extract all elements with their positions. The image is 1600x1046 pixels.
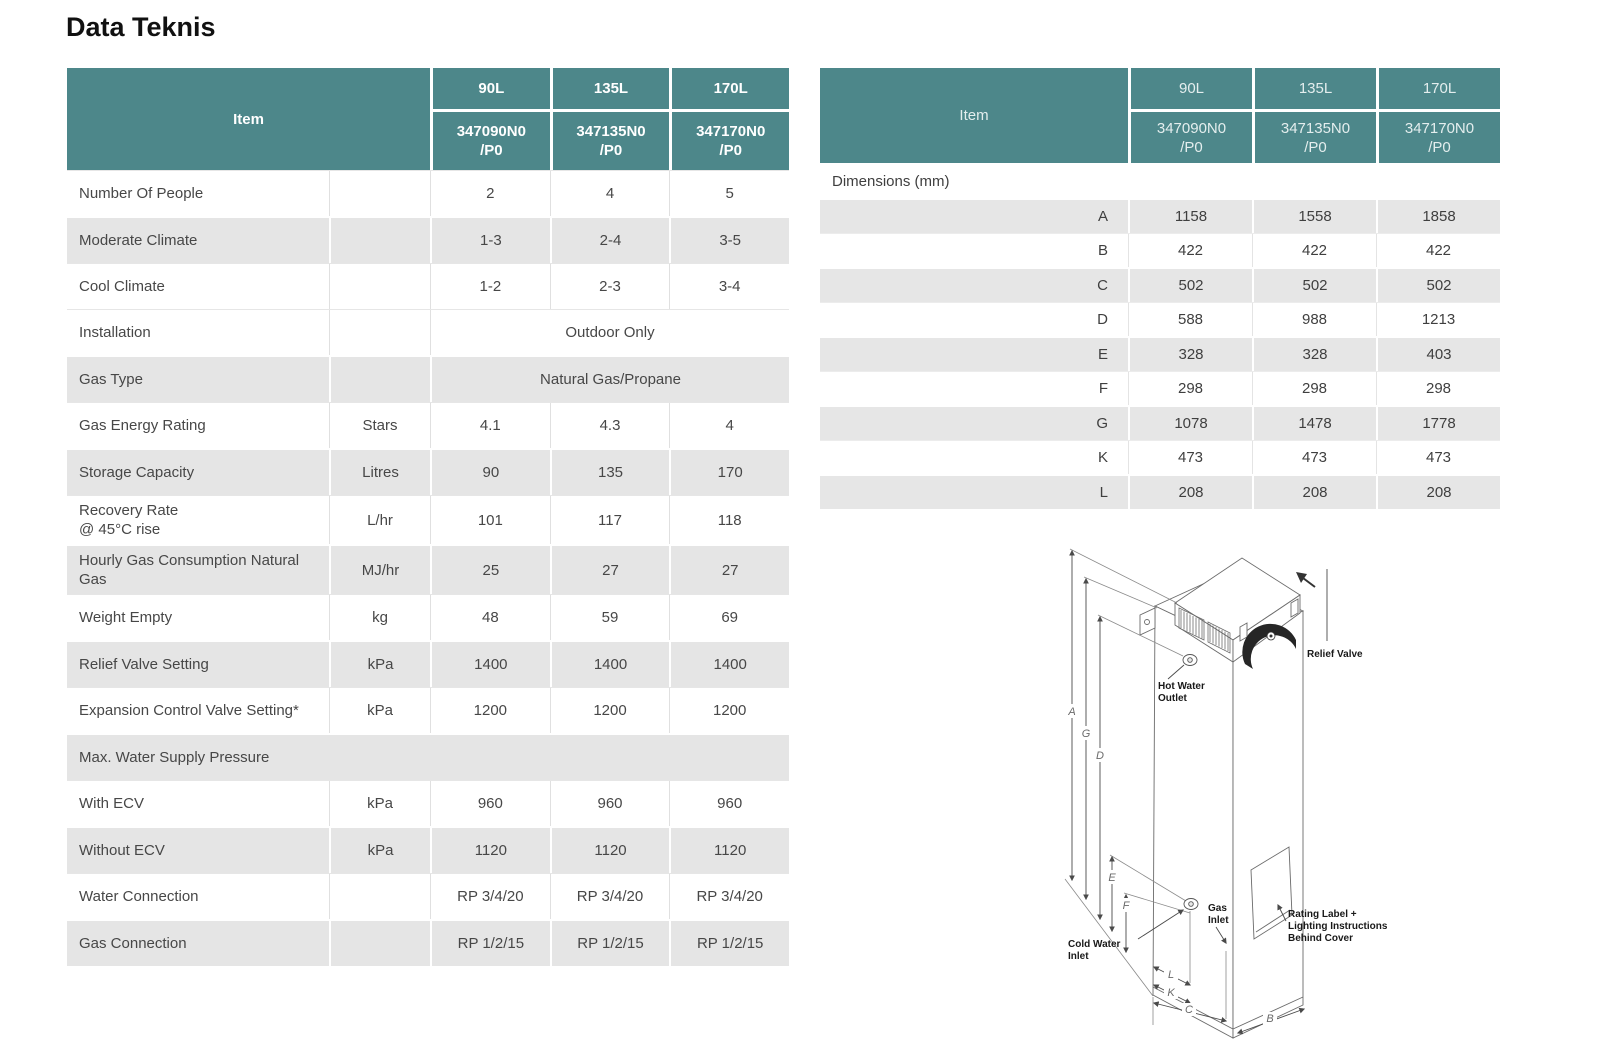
spec-row-value: 101 xyxy=(430,496,550,544)
dim-col-code: 347090N0 /P0 xyxy=(1131,112,1252,163)
spec-row-unit: Stars xyxy=(329,403,430,448)
dim-row-value: 208 xyxy=(1252,476,1376,509)
spec-item-header: Item xyxy=(67,68,430,170)
spec-row-unit: L/hr xyxy=(329,496,430,544)
dim-table-row xyxy=(820,405,1500,440)
spec-row-value: RP 1/2/15 xyxy=(669,921,789,966)
heater-diagram xyxy=(1040,523,1430,1040)
dim-letter-c: C xyxy=(1185,1004,1193,1016)
rating-label: Rating Label + xyxy=(1288,909,1357,920)
spec-table-row xyxy=(67,216,789,263)
dim-table-row xyxy=(820,371,1500,405)
spec-table-row xyxy=(67,594,789,640)
dim-col-135l xyxy=(1255,68,1376,163)
spec-row-label: Without ECV xyxy=(79,842,165,859)
spec-row-value: 1120 xyxy=(550,828,670,873)
svg-text:Behind Cover: Behind Cover xyxy=(1288,933,1354,944)
dim-col-170l xyxy=(1379,68,1500,163)
spec-table-header xyxy=(67,68,789,170)
dim-row-letter: L xyxy=(1099,484,1108,501)
dim-letter-d: D xyxy=(1096,750,1104,762)
dim-letter-l: L xyxy=(1167,969,1175,981)
spec-table-row xyxy=(67,873,789,919)
spec-row-value: RP 3/4/20 xyxy=(550,874,670,919)
dim-row-value: 473 xyxy=(1252,441,1376,474)
dim-row-letter: D xyxy=(1097,311,1108,328)
spec-row-value: 1120 xyxy=(430,828,550,873)
dim-col-size: 90L xyxy=(1131,68,1252,109)
spec-row-value: 5 xyxy=(669,171,789,216)
dim-row-letter: F xyxy=(1098,380,1108,397)
spec-row-value: 960 xyxy=(669,781,789,826)
spec-row-span-value: Outdoor Only xyxy=(430,310,789,355)
dim-row-value: 422 xyxy=(1128,234,1252,267)
svg-text:Lighting Instructions: Lighting Instructions xyxy=(1288,921,1388,932)
spec-row-value: 960 xyxy=(430,781,550,826)
dim-row-value: 1858 xyxy=(1376,200,1500,233)
dim-row-value: 1558 xyxy=(1252,200,1376,233)
dim-row-value: 328 xyxy=(1252,338,1376,371)
dim-row-value: 502 xyxy=(1128,269,1252,302)
spec-row-value: 1200 xyxy=(430,688,550,733)
spec-row-value: 1-2 xyxy=(430,264,550,309)
spec-row-unit xyxy=(329,310,430,355)
svg-text:Outlet: Outlet xyxy=(1158,693,1187,704)
spec-row-value: 135 xyxy=(550,450,670,495)
spec-col-code: 347135N0 /P0 xyxy=(553,112,670,170)
spec-row-unit xyxy=(329,171,430,216)
dim-row-value: 422 xyxy=(1376,234,1500,267)
dim-row-value: 1158 xyxy=(1128,200,1252,233)
dim-letter-g: G xyxy=(1081,728,1091,740)
spec-row-value: 59 xyxy=(550,595,670,640)
spec-table-row xyxy=(67,733,789,780)
spec-row-label: Recovery Rate @ 45°C rise xyxy=(79,502,179,538)
dimensions-section-label: Dimensions (mm) xyxy=(820,163,1500,198)
spec-row-unit xyxy=(329,264,430,309)
spec-row-label: Gas Energy Rating xyxy=(79,417,206,434)
dim-row-value: 1478 xyxy=(1252,407,1376,440)
spec-row-value: 25 xyxy=(430,546,550,594)
dim-col-code: 347135N0 /P0 xyxy=(1255,112,1376,163)
dim-row-value: 298 xyxy=(1128,372,1252,405)
spec-row-label: Installation xyxy=(79,324,151,341)
spec-row-unit xyxy=(329,874,430,919)
dim-table-body xyxy=(820,198,1500,509)
spec-table-row xyxy=(67,640,789,687)
spec-row-value: 1200 xyxy=(550,688,670,733)
dim-table-row xyxy=(820,474,1500,509)
spec-table-row xyxy=(67,495,789,544)
spec-row-value: 170 xyxy=(669,450,789,495)
spec-row-unit xyxy=(329,921,430,966)
spec-row-value: 1400 xyxy=(669,642,789,687)
dim-col-size: 135L xyxy=(1255,68,1376,109)
spec-row-value: 117 xyxy=(550,496,670,544)
spec-row-value: 4 xyxy=(550,171,670,216)
spec-col-170l xyxy=(672,68,789,170)
spec-table-row xyxy=(67,448,789,495)
dim-row-value: 208 xyxy=(1376,476,1500,509)
dim-row-letter: E xyxy=(1097,346,1108,363)
spec-row-value: 1120 xyxy=(669,828,789,873)
dim-table-row xyxy=(820,440,1500,474)
dim-row-letter: K xyxy=(1097,449,1108,466)
dim-row-letter: B xyxy=(1097,242,1108,259)
dim-letter-a: A xyxy=(1068,706,1076,718)
dim-col-code: 347170N0 /P0 xyxy=(1379,112,1500,163)
dim-row-value: 208 xyxy=(1128,476,1252,509)
spec-table-row xyxy=(67,263,789,309)
spec-row-unit: Litres xyxy=(329,450,430,495)
spec-col-code: 347090N0 /P0 xyxy=(433,112,550,170)
spec-row-value: 27 xyxy=(550,546,670,594)
dim-col-90l xyxy=(1131,68,1252,163)
spec-col-size: 170L xyxy=(672,68,789,109)
spec-table-row xyxy=(67,309,789,355)
dim-col-size: 170L xyxy=(1379,68,1500,109)
spec-row-value: 27 xyxy=(669,546,789,594)
spec-row-label: Storage Capacity xyxy=(79,464,195,481)
spec-row-label: Expansion Control Valve Setting* xyxy=(79,702,299,719)
dim-row-value: 1213 xyxy=(1376,303,1500,336)
dim-row-value: 298 xyxy=(1376,372,1500,405)
spec-row-label: With ECV xyxy=(79,795,145,812)
spec-row-label: Hourly Gas Consumption Natural Gas xyxy=(79,552,300,588)
dim-row-letter: G xyxy=(1096,415,1108,432)
dim-row-value: 1078 xyxy=(1128,407,1252,440)
spec-row-value: 90 xyxy=(430,450,550,495)
spec-row-value: RP 3/4/20 xyxy=(430,874,550,919)
spec-row-unit: kPa xyxy=(329,781,430,826)
dim-row-value: 422 xyxy=(1252,234,1376,267)
spec-row-value: 1400 xyxy=(430,642,550,687)
spec-table xyxy=(67,68,789,966)
spec-row-value: 1-3 xyxy=(430,218,550,263)
spec-row-label: Max. Water Supply Pressure xyxy=(79,749,270,766)
dim-item-header: Item xyxy=(820,68,1128,163)
dim-table-row xyxy=(820,267,1500,302)
svg-text:Inlet: Inlet xyxy=(1068,951,1089,962)
dim-table-row xyxy=(820,233,1500,267)
spec-row-unit xyxy=(329,357,430,402)
spec-row-label: Gas Type xyxy=(79,371,143,388)
spec-table-body xyxy=(67,170,789,966)
spec-row-label: Weight Empty xyxy=(79,609,173,626)
spec-row-value: RP 1/2/15 xyxy=(550,921,670,966)
spec-row-unit: MJ/hr xyxy=(329,546,430,594)
spec-row-value: 1400 xyxy=(550,642,670,687)
spec-row-unit xyxy=(329,218,430,263)
dim-row-value: 988 xyxy=(1252,303,1376,336)
spec-row-label: Cool Climate xyxy=(79,278,165,295)
spec-row-label: Gas Connection xyxy=(79,935,187,952)
spec-row-span-value: Natural Gas/Propane xyxy=(430,357,789,402)
hot-water-outlet-label: Hot Water xyxy=(1158,681,1205,692)
spec-row-value: 2-3 xyxy=(550,264,670,309)
dim-table-row xyxy=(820,302,1500,336)
spec-row-value: 4 xyxy=(669,403,789,448)
dim-row-value: 588 xyxy=(1128,303,1252,336)
spec-row-value: RP 1/2/15 xyxy=(430,921,550,966)
spec-row-value: RP 3/4/20 xyxy=(669,874,789,919)
spec-col-size: 135L xyxy=(553,68,670,109)
dim-row-value: 1778 xyxy=(1376,407,1500,440)
dim-row-letter: C xyxy=(1097,277,1108,294)
spec-table-row xyxy=(67,170,789,216)
spec-row-label: Moderate Climate xyxy=(79,232,198,249)
spec-row-label: Relief Valve Setting xyxy=(79,656,209,673)
spec-row-label: Water Connection xyxy=(79,888,199,905)
dim-table-header xyxy=(820,68,1500,163)
spec-row-value: 3-5 xyxy=(669,218,789,263)
dim-row-value: 502 xyxy=(1252,269,1376,302)
spec-table-row xyxy=(67,402,789,448)
spec-row-value: 960 xyxy=(550,781,670,826)
relief-valve-label: Relief Valve xyxy=(1307,649,1363,660)
spec-row-unit: kPa xyxy=(329,828,430,873)
heater-diagram-drawing xyxy=(1040,523,1430,1040)
spec-row-value: 3-4 xyxy=(669,264,789,309)
dim-letter-e: E xyxy=(1108,872,1116,884)
dim-row-value: 403 xyxy=(1376,338,1500,371)
spec-table-row xyxy=(67,544,789,594)
spec-row-value: 4.3 xyxy=(550,403,670,448)
dim-row-value: 502 xyxy=(1376,269,1500,302)
dim-table-row xyxy=(820,336,1500,371)
spec-col-size: 90L xyxy=(433,68,550,109)
spec-table-row xyxy=(67,780,789,826)
dim-letter-k: K xyxy=(1167,987,1175,999)
spec-row-value: 4.1 xyxy=(430,403,550,448)
spec-table-row xyxy=(67,919,789,966)
page-title: Data Teknis xyxy=(66,12,216,42)
svg-text:Inlet: Inlet xyxy=(1208,915,1229,926)
spec-row-value: 2 xyxy=(430,171,550,216)
dim-table-row xyxy=(820,198,1500,233)
spec-table-row xyxy=(67,355,789,402)
dim-row-value: 328 xyxy=(1128,338,1252,371)
spec-row-unit: kPa xyxy=(329,688,430,733)
spec-row-value: 2-4 xyxy=(550,218,670,263)
dim-row-letter: A xyxy=(1097,208,1108,225)
spec-row-unit: kPa xyxy=(329,642,430,687)
dim-row-value: 473 xyxy=(1376,441,1500,474)
spec-col-code: 347170N0 /P0 xyxy=(672,112,789,170)
spec-row-unit: kg xyxy=(329,595,430,640)
spec-row-value: 69 xyxy=(669,595,789,640)
spec-row-value: 118 xyxy=(669,496,789,544)
spec-table-row xyxy=(67,826,789,873)
dimension-table xyxy=(820,68,1500,509)
dim-letter-b: B xyxy=(1266,1013,1274,1025)
spec-row-value: 1200 xyxy=(669,688,789,733)
cold-water-inlet-label: Cold Water xyxy=(1068,939,1121,950)
dim-row-value: 473 xyxy=(1128,441,1252,474)
dim-letter-f: F xyxy=(1122,900,1130,912)
spec-row-value: 48 xyxy=(430,595,550,640)
spec-row-label: Number Of People xyxy=(79,185,204,202)
spec-table-row xyxy=(67,687,789,733)
spec-col-90l xyxy=(433,68,550,170)
gas-inlet-label: Gas xyxy=(1208,903,1227,914)
spec-col-135l xyxy=(553,68,670,170)
dim-row-value: 298 xyxy=(1252,372,1376,405)
